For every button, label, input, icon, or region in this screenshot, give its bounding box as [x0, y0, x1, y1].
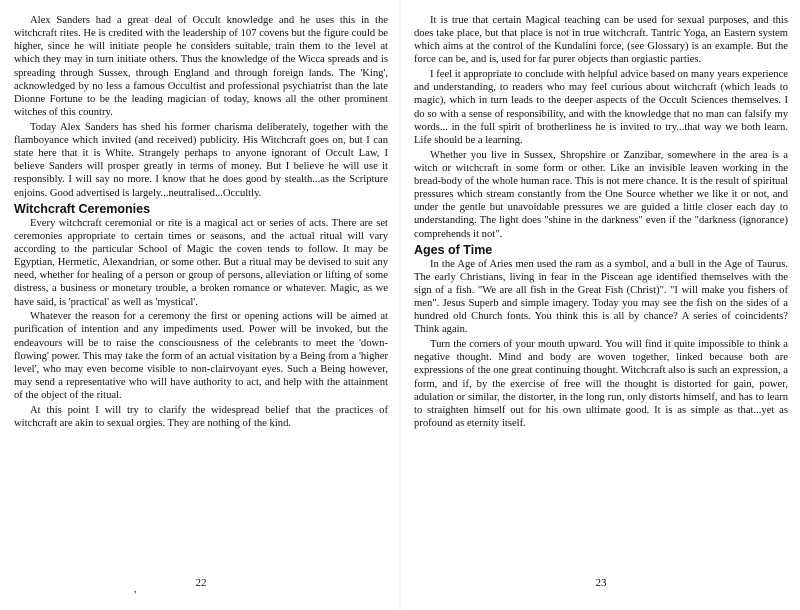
page-number: 22 — [195, 576, 207, 589]
left-page — [14, 14, 388, 610]
paragraph: Every witchcraft ceremonial or rite is a magical act or series of acts. There are set ceremonies appropriate to certain times or seasons, and the actual ritual will vary according to the particular School of Magic the coven tends to follow. It may be Egyptian, Hermetic, Alexandrian, or some other. But a ritual may be devised to suit any need, whether for healing of a person or group of persons, alleviation or lifting of some distress, a business or monetary trouble, a broken romance or whatever. Magic, as we have said, is 'practical' as well as 'mystical'. — [14, 217, 388, 308]
page-number: 23 — [595, 576, 607, 589]
paragraph: It is true that certain Magical teaching can be used for sexual purposes, and this does take place, but that place is not in true witchcraft. Tantric Yoga, an Eastern system which aims at the control of the Kundalini force, (see Glossary) is an example. But the force can be, and is, used for far purer objects than orgiastic parties. — [414, 15, 788, 66]
stray-mark: , — [134, 583, 137, 595]
section-heading: Witchcraft Ceremonies — [14, 201, 151, 216]
section-heading: Ages of Time — [414, 242, 493, 257]
paragraph: At this point I will try to clarify the widespread belief that the practices of witchcraft are akin to sexual orgies. They are nothing of the kind. — [14, 404, 388, 430]
paragraph: Whatever the reason for a ceremony the first or opening actions will be aimed at purification of intention and any impediments used. Power will be invoked, but the endeavours will be to raise the consciousness of the celebrants to meet the 'down-flowing' power. This may take the form of an actual visitation by a Being from a 'higher level', who may even become visible to non-clairvoyant eyes. Such a Being however, may send a representative who will have authority to act, and help with the attainment of the object of the ritual. — [14, 311, 388, 402]
book-gutter — [398, 0, 402, 610]
paragraph: I feel it appropriate to conclude with helpful advice based on many years experience and understanding, to readers who may feel curious about witchcraft (which leads to magic), which in turn leads to the deeper aspects of the Occult Sciences themselves. I do so with a sense of responsibility, and with the knowledge that no man can falsify my words... in the full spirit of brotherliness he is invited to try...that way we both learn. Life should be a learning. — [414, 69, 788, 146]
paragraph: Today Alex Sanders has shed his former charisma deliberately, together with the flamboyance which invited (and received) publicity. His Witchcraft goes on, but I can state here that it is White. Strangely perhaps to anyone ignorant of Occult Law, I believe Sanders will prosper greatly in terms of money. But I believe he will use it responsibly. I will say no more. I know that he does good by stealth...as the Scripture enjoins. Good advertised is largely...neutralised...Occultly. — [14, 121, 388, 199]
paragraph: Alex Sanders had a great deal of Occult knowledge and he uses this in the witchcraft rites. He is credited with the leadership of 107 covens but the figure could be higher, since he will initiate people he considers suitable, train them to the level at which they may in turn initiate others. Thus the knowledge of the Wicca spreads and is spreading through Sussex, through England and through foreign lands. The 'King', acknowledged by no less a famous Occultist and professional psychiatrist than the late Dionne Fortune to be the leading magician of today, knows all the other prominent witches of this country. — [14, 15, 388, 119]
paragraph: Turn the corners of your mouth upward. You will find it quite impossible to think a negative thought. Mind and body are woven together, linked because both are expressions of the one great continuing thought. Witchcraft also is such an expression, a form, and if, by the exercise of free will the thought is distorted for gain, power, adulation or similar, the distorter, in the long run, only distorts himself, and has to learn to straighten himself out for his own ultimate good. It is as simple as that...yet as profound as eternity itself. — [414, 339, 788, 430]
paragraph: In the Age of Aries men used the ram as a symbol, and a bull in the Age of Taurus. The early Christians, living in fear in the Piscean age identified themselves with the sign of a fish. "We are all fish in the Great Fish (Christ)". "I will make you fishers of men". Jesus Superb and simple imagery. Today you may see the fish on the sides of a hundred old Church fonts. You think this is all by chance? A series of coincidents? Think again. — [414, 258, 788, 336]
paragraph: Whether you live in Sussex, Shropshire or Zanzibar, somewhere in the area is a witch or witchcraft in some form or other. Like an invisible leaven working in the bread-body of the whole human race. This is not mere chance. It is the result of spiritual pressures which stream constantly from the One Source whether we like it or not, and under the gentle but unavoidable pressures we are guided a little closer each day to understanding. The light does "shine in the darkness" even if the "darkness (ignorance) comprehends it not". — [414, 149, 788, 240]
right-page — [414, 14, 788, 610]
